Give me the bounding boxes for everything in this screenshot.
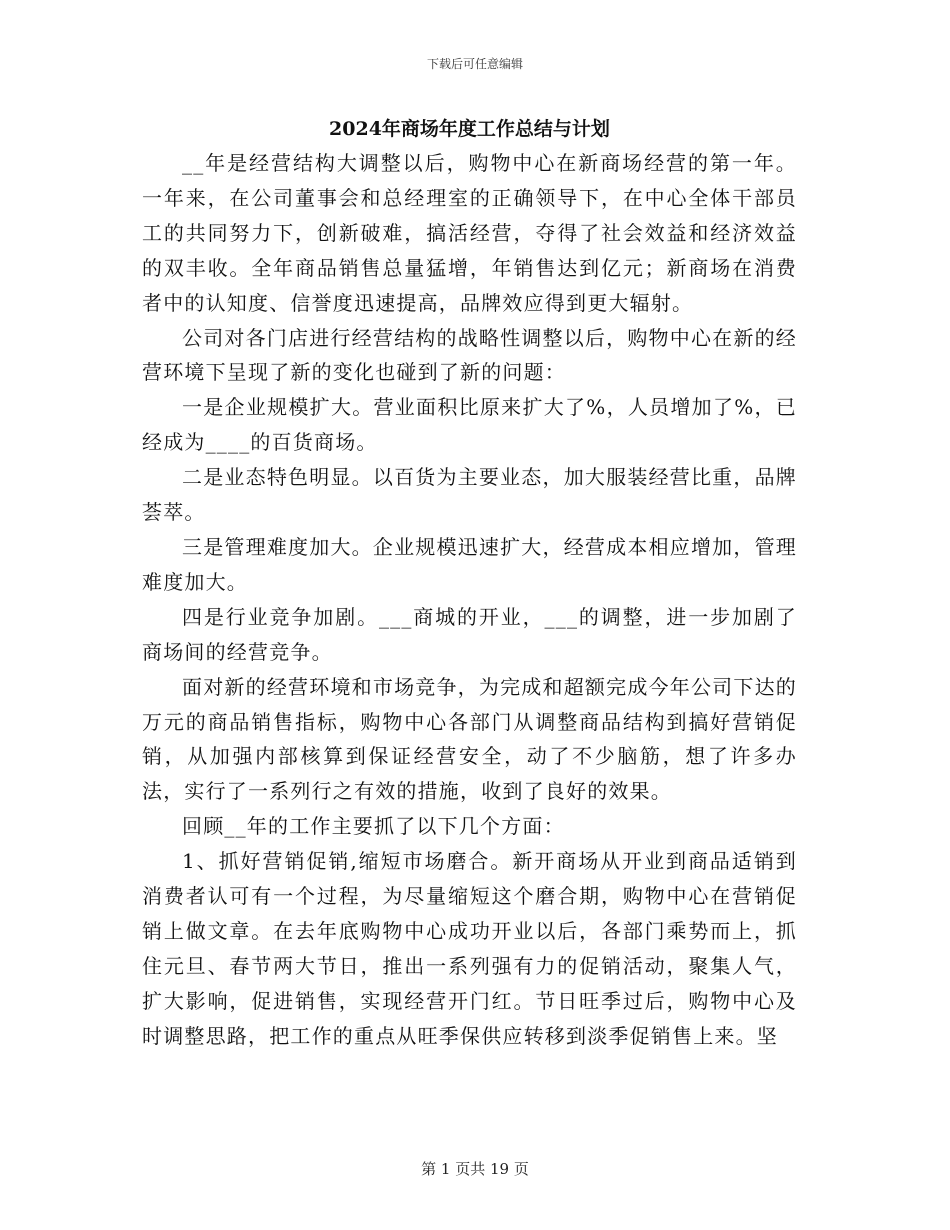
paragraph-8: 回顾__年的工作主要抓了以下几个方面： (182, 814, 565, 839)
paragraph-4: 二是业态特色明显。以百货为主要业态，加大服装经营比重，品牌荟萃。 (142, 465, 797, 525)
paragraph-9: 1、抓好营销促销,缩短市场磨合。新开商场从开业到商品适销到消费者认可有一个过程，为尽量缩短这个磨合期，购物中心在营销促销上做文章。在去年底购物中心成功开业以后，各部门乘势而上，抓住元旦、春节两大节日，推出一系列强有力的促销活动，聚集人气，扩大影响，促进销售，实现经营开门红。节日旺季过后，购物中心及时调整思路，把工作的重点从旺季保供应转移到淡季促销售上来。坚 (142, 849, 797, 1048)
document-body (142, 112, 797, 1054)
paragraph-3: 一是企业规模扩大。营业面积比原来扩大了%，人员增加了%，已经成为____的百货商场。 (142, 395, 797, 455)
paragraph-2: 公司对各门店进行经营结构的战略性调整以后，购物中心在新的经营环境下呈现了新的变化也碰到了新的问题： (142, 325, 797, 385)
page-header-note: 下载后可任意编辑 (426, 57, 523, 71)
paragraph-7: 面对新的经营环境和市场竞争，为完成和超额完成今年公司下达的万元的商品销售指标，购物中心各部门从调整商品结构到搞好营销促销，从加强内部核算到保证经营安全，动了不少脑筋，想了许多办法，实行了一系列行之有效的措施，收到了良好的效果。 (142, 674, 797, 804)
page-number: 第 1 页共 19 页 (421, 1160, 529, 1178)
paragraph-1: __年是经营结构大调整以后，购物中心在新商场经营的第一年。一年来，在公司董事会和总经理室的正确领导下，在中心全体干部员工的共同努力下，创新破难，搞活经营，夺得了社会效益和经济效益的双丰收。全年商品销售总量猛增，年销售达到亿元；新商场在消费者中的认知度、信誉度迅速提高，品牌效应得到更大辐射。 (142, 151, 797, 315)
paragraph-5: 三是管理难度加大。企业规模迅速扩大，经营成本相应增加，管理难度加大。 (142, 534, 797, 594)
paragraph-6: 四是行业竞争加剧。___商城的开业，___的调整，进一步加剧了商场间的经营竞争。 (142, 604, 797, 664)
document-title: 2024年商场年度工作总结与计划 (329, 118, 610, 140)
